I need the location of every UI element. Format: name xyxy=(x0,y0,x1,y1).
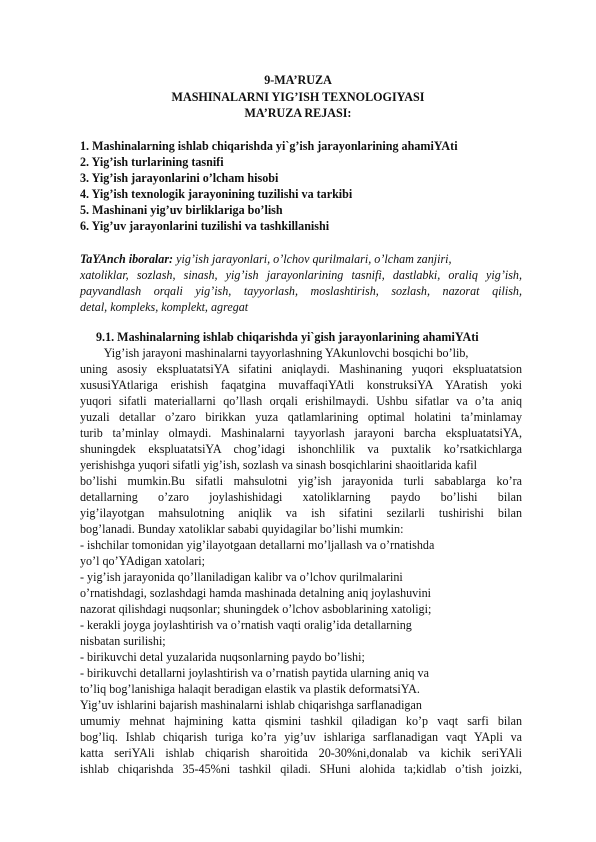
plan-item: 5. Mashinani yig’uv birliklariga bo’lish xyxy=(80,203,283,217)
body-line: yuqori sifatli materiallarni qo’llash orqali erishilmaydi. Ushbu sifatlar va o’ta aniq xyxy=(80,394,522,408)
body-line: yig’ilayotgan mahsulotning aniqlik va ish sifatini sezilarli tushirishi bilan xyxy=(80,506,522,520)
body-line: o’rnatishdagi, sozlashdagi hamda mashinada detalning aniq joylashuvini xyxy=(80,586,431,600)
keywords-text: yig’ish jarayonlari, o’lchov qurilmalari, o’lcham zanjiri, xyxy=(173,252,452,266)
body-line: ishlab chiqarishda 35-45%ni tashkil qiladi. SHuni alohida ta;kidlab o’tish joizki, xyxy=(80,762,522,776)
section-heading: 9.1. Mashinalarning ishlab chiqarishda yi`gish jarayonlarining ahamiYAti xyxy=(96,330,479,344)
lecture-title: MASHINALARNI YIG’ISH TEXNOLOGIYASI xyxy=(171,90,425,104)
body-line: Yig’ish jarayoni mashinalarni tayyorlashning YAkunlovchi bosqichi bo’lib, xyxy=(80,346,469,360)
body-line: - birikuvchi detallarni joylashtirish va o’rnatish paytida ularning aniq va xyxy=(80,666,429,680)
body-line: yo’l qo’YAdigan xatolari; xyxy=(80,554,205,568)
body-line: bo’lishi mumkin.Bu sifatli mahsulotni yig’ish jarayonida turli sabablarga ko’ra xyxy=(80,474,522,488)
body-line: detallarning o’zaro joylashishidagi xatoliklarning paydo bo’lishi bilan xyxy=(80,490,522,504)
body-line: katta seriYAli ishlab chiqarish sharoitida 20-30%ni,donalab va kichik seriYAli xyxy=(80,746,522,760)
plan-item: 2. Yig’ish turlarining tasnifi xyxy=(80,155,224,169)
body-line: xususiYAtlariga erishish faqatgina muvaffaqiYAtli konstruksiYA YAratish yoki xyxy=(80,378,522,392)
body-line: shuningdek ekspluatatsiYA chog’idagi ishonchlilik va puxtalik ko’rsatkichlarga xyxy=(80,442,522,456)
body-line: to’liq bog’lanishiga halaqit beradigan elastik va plastik deformatsiYA. xyxy=(80,682,420,696)
keywords-label: TaYAnch iboralar: xyxy=(80,252,174,266)
plan-label: MA’RUZA REJASI: xyxy=(244,106,352,120)
body-line: - kerakli joyga joylashtirish va o’rnatish vaqti oralig’ida detallarning xyxy=(80,618,412,632)
body-line: bog’liq. Ishlab chiqarish turiga ko’ra yig’uv ishlariga sarflanadigan vaqt YApli va xyxy=(80,730,522,744)
keywords-line: xatoliklar, sozlash, sinash, yig’ish jarayonlarining tasnifi, dastlabki, oraliq yig’ish, xyxy=(80,268,522,282)
body-line: nisbatan surilishi; xyxy=(80,634,166,648)
body-line: uning asosiy ekspluatatsiYA sifatini aniqlaydi. Mashinaning yuqori ekspluatatsion xyxy=(80,362,522,376)
body-line: turib ta’minlay olmaydi. Mashinalarni tayyorlash jarayoni barcha ekspluatatsiYA, xyxy=(80,426,522,440)
body-line: - ishchilar tomonidan yig’ilayotgaan detallarni mo’ljallash va o’rnatishda xyxy=(80,538,435,552)
keywords-line: detal, kompleks, komplekt, agregat xyxy=(80,300,249,314)
body-line: bog’lanadi. Bunday xatoliklar sababi quyidagilar bo’lishi mumkin: xyxy=(80,522,404,536)
plan-item: 3. Yig’ish jarayonlarini o’lcham hisobi xyxy=(80,171,279,185)
plan-item: 4. Yig’ish texnologik jarayonining tuzilishi va tarkibi xyxy=(80,187,353,201)
plan-item: 6. Yig’uv jarayonlarini tuzilishi va tashkillanishi xyxy=(80,219,330,233)
body-line: nazorat qilishdagi nuqsonlar; shuningdek o’lchov asboblarining xatoligi; xyxy=(80,602,432,616)
body-line: - yig’ish jarayonida qo’llaniladigan kalibr va o’lchov qurilmalarini xyxy=(80,570,403,584)
body-line: umumiy mehnat hajmining katta qismini tashkil qiladigan ko’p vaqt sarfi bilan xyxy=(80,714,522,728)
plan-item: 1. Mashinalarning ishlab chiqarishda yi`g’ish jarayonlarining ahamiYAti xyxy=(80,139,458,153)
keywords-line: payvandlash orqali yig’ish, tayyorlash, moslashtirish, sozlash, nazorat qilish, xyxy=(80,284,522,298)
keywords-line xyxy=(80,252,452,267)
lecture-number: 9-MA’RUZA xyxy=(264,73,332,87)
body-line: yerishishga yuqori sifatli yig’ish, sozlash va sinash bosqichlarini shaoitlarida kafil xyxy=(80,458,478,472)
body-line: Yig’uv ishlarini bajarish mashinalarni ishlab chiqarishga sarflanadigan xyxy=(80,698,422,712)
body-line: - birikuvchi detal yuzalarida nuqsonlarning paydo bo’lishi; xyxy=(80,650,365,664)
body-line: yuzali detallar o’zaro birikkan yuza qatlamlarining optimal holatini ta’minlamay xyxy=(80,410,522,424)
